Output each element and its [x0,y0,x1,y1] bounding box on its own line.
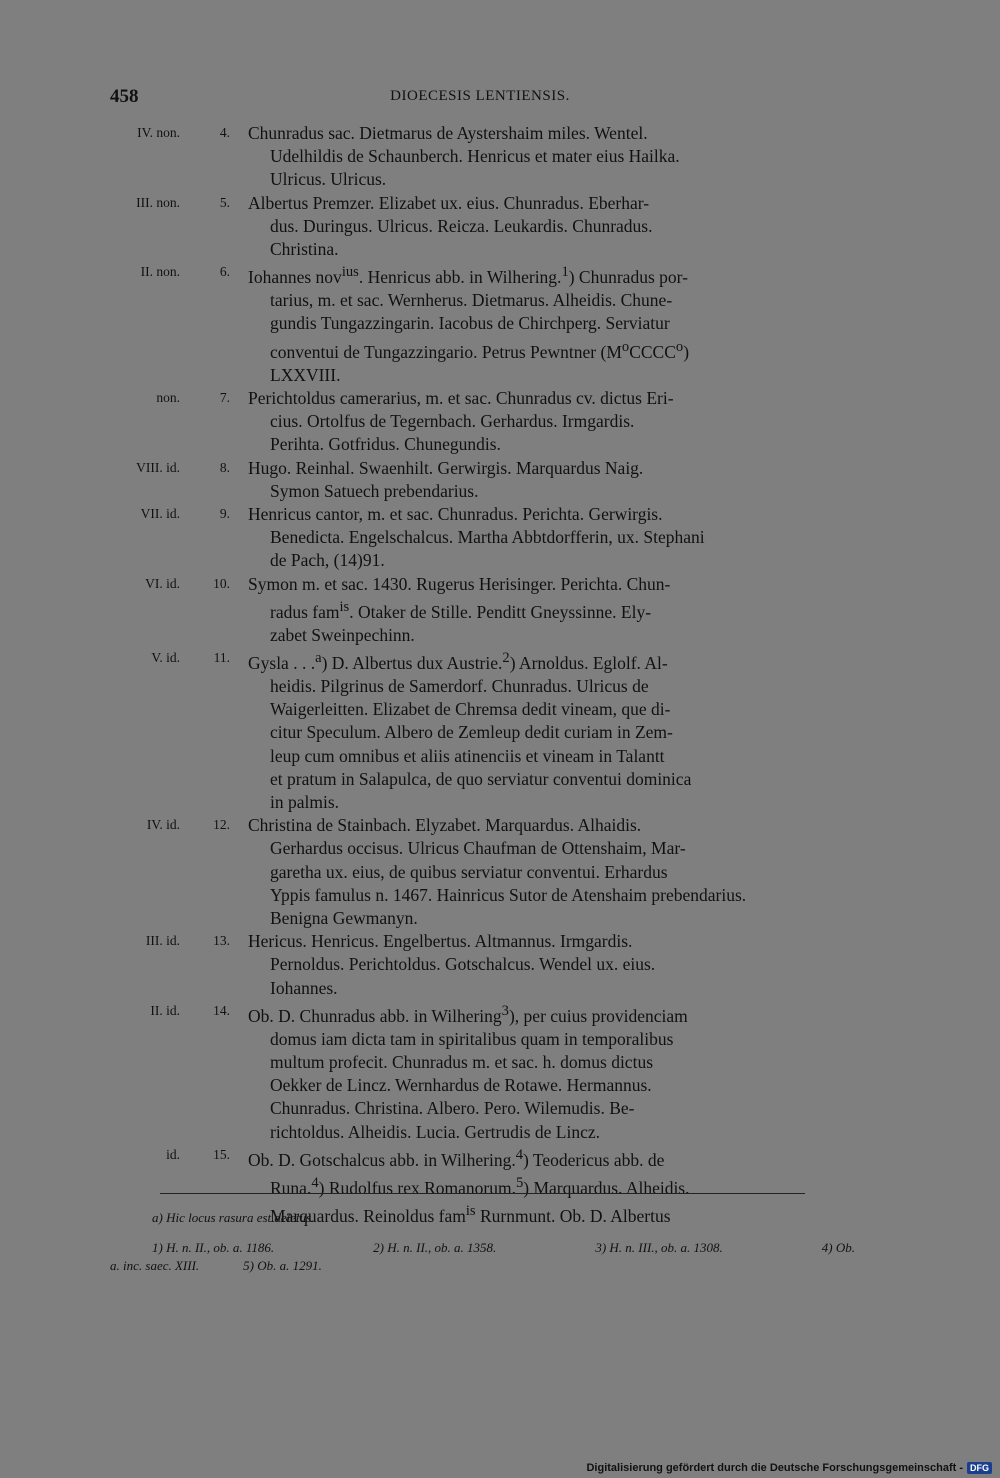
entry-line: et pratum in Salapulca, de quo serviatur conventui dominica [270,768,692,789]
entry-line: Christina de Stainbach. Elyzabet. Marquardus. Alhaidis. [248,815,642,836]
entry-day: 15. [213,1146,230,1162]
entry-line: zabet Sweinpechinn. [270,624,415,645]
entry-line: heidis. Pilgrinus de Samerdorf. Chunradus. Ulricus de [270,675,649,696]
entry-line: gundis Tungazzingarin. Iacobus de Chirchperg. Serviatur [270,313,670,334]
entry-line: domus iam dicta tam in spiritalibus quam in temporalibus [270,1028,674,1049]
entry-line: Runa.$^4$) Rudolfus rex Romanorum.$^5$) Marquardus. Alheidis. [270,1174,690,1198]
entry-line: Gysla . . .$^a$) D. Albertus dux Austrie.$^2$) Arnoldus. Eglolf. Al- [248,649,668,673]
entry-line: Udelhildis de Schaunberch. Henricus et mater eius Hailka. [270,146,680,167]
entry-line: Marquardus. Reinoldus fam$^{is}$ Rurnmunt. Ob. D. Albertus [270,1202,671,1226]
page-header [110,86,850,110]
footnote-4: 4) Ob. [821,1240,855,1255]
entry-line: Yppis famulus n. 1467. Hainricus Sutor de Atenshaim prebendarius. [270,884,747,905]
entry-line: tarius, m. et sac. Wernherus. Dietmarus. Alheidis. Chune- [270,290,673,311]
entry-line: multum profecit. Chunradus m. et sac. h. domus dictus [270,1052,654,1073]
entry-text [248,192,852,262]
entry-line: Gerhardus occisus. Ulricus Chaufman de Ottenshaim, Mar- [270,838,686,859]
entry-line: leup cum omnibus et aliis atinenciis et vineam in Talantt [270,745,665,766]
obituary-entry [0,1000,1000,1144]
entry-day: 11. [213,649,230,665]
footnote-row-1 [110,1240,855,1256]
footnote-3: 3) H. n. III., ob. a. 1308. [595,1240,723,1255]
entry-line: Henricus cantor, m. et sac. Chunradus. Perichta. Gerwirgis. [248,503,663,524]
entry-date: III. non. [136,194,180,210]
entry-line: Iohannes. [270,977,338,998]
footnote-1: 1) H. n. II., ob. a. 1186. [152,1240,275,1255]
entry-date: VII. id. [140,505,180,521]
footnote-row-2 [110,1258,855,1274]
page-number: 458 [110,86,139,107]
entry-day: 9. [219,505,230,521]
entry-text [248,573,852,647]
entry-line: in palmis. [270,792,340,812]
entry-line: Ob. D. Gotschalcus abb. in Wilhering.$^4$) Teodericus abb. de [248,1146,665,1170]
obituary-entry [0,192,1000,262]
entry-line: Christina. [270,239,339,260]
obituary-entries [0,122,1000,1228]
entry-day: 8. [219,459,230,475]
entry-line: cius. Ortolfus de Tegernbach. Gerhardus. Irmgardis. [270,411,635,432]
entry-line: Albertus Premzer. Elizabet ux. eius. Chunradus. Eberhar- [248,192,650,213]
entry-date: IV. id. [146,817,180,833]
entry-line: Benedicta. Engelschalcus. Martha Abbtdorfferin, ux. Stephani [270,527,705,548]
entry-day: 14. [213,1002,230,1018]
entry-line: conventui de Tungazzingario. Petrus Pewntner $(M^oCCCC^o)$ [270,338,690,362]
entry-date: V. id. [151,649,180,665]
digitization-credit [586,1462,992,1474]
entry-text [248,814,852,930]
footnote-rule [160,1193,805,1194]
entry-line: Chunradus sac. Dietmarus de Aystershaim miles. Wentel. [248,123,648,143]
entry-line: dus. Duringus. Ulricus. Reicza. Leukardis. Chunradus. [270,215,653,236]
obituary-entry [0,122,1000,192]
footnote-a: a) Hic locus rasura est deletus. [152,1210,315,1225]
entry-date: VIII. id. [136,459,180,475]
entry-date: VI. id. [145,575,180,591]
entry-line: Oekker de Lincz. Wernhardus de Rotawe. Hermannus. [270,1075,652,1096]
entry-day: 6. [219,264,230,280]
entry-text [248,457,852,503]
footnote-4-cont: a. inc. saec. XIII. [110,1258,200,1273]
obituary-entry [0,573,1000,647]
entry-line: Symon Satuech prebendarius. [270,480,479,501]
entry-text [248,122,852,192]
obituary-entry [0,261,1000,387]
running-title: DIOECESIS LENTIENSIS. [390,88,570,104]
dfg-logo-icon: DFG [967,1462,992,1474]
obituary-entry [0,457,1000,503]
entry-line: Hugo. Reinhal. Swaenhilt. Gerwirgis. Marquardus Naig. [248,457,644,478]
entry-date: id. [166,1146,180,1162]
credit-text: Digitalisierung gefördert durch die Deutsche Forschungsgemeinschaft - [586,1462,963,1474]
obituary-entry [0,387,1000,457]
entry-line: Hericus. Henricus. Engelbertus. Altmannus. Irmgardis. [248,931,633,952]
entry-line: LXXVIII. [270,364,341,385]
entry-date: II. id. [150,1002,180,1018]
obituary-entry [0,930,1000,1000]
entry-line: Symon m. et sac. 1430. Rugerus Herisinger. Perichta. Chun- [248,573,671,594]
entry-line: Perihta. Gotfridus. Chunegundis. [270,434,501,455]
entry-line: Pernoldus. Perichtoldus. Gotschalcus. Wendel ux. eius. [270,954,656,975]
entry-line: Chunradus. Christina. Albero. Pero. Wilemudis. Be- [270,1098,635,1119]
entry-text [248,387,852,457]
entry-date: non. [156,389,180,405]
entry-text [248,503,852,573]
entry-line: citur Speculum. Albero de Zemleup dedit curiam in Zem- [270,722,673,743]
footnotes [110,1210,855,1274]
entry-text [248,930,852,1000]
footnote-2: 2) H. n. II., ob. a. 1358. [373,1240,497,1255]
entry-line: de Pach, (14)91. [270,550,385,571]
footnote-5: 5) Ob. a. 1291. [243,1258,322,1273]
entry-text [248,647,852,814]
entry-text [248,1000,852,1144]
entry-line: Waigerleitten. Elizabet de Chremsa dedit vineam, que di- [270,699,671,720]
entry-day: 13. [213,933,230,949]
entry-day: 10. [213,575,230,591]
entry-text [248,261,852,387]
entry-line: Ob. D. Chunradus abb. in Wilhering$^3$), per cuius providenciam [248,1002,688,1026]
obituary-entry [0,814,1000,930]
entry-line: Ulricus. Ulricus. [270,169,387,190]
entry-date: IV. non. [137,125,180,140]
entry-day: 5. [219,194,230,210]
entry-day: 12. [213,817,230,833]
entry-date: III. id. [145,933,180,949]
entry-line: Iohannes nov$^{ius}$. Henricus abb. in Wilhering.$^1$) Chunradus por- [248,264,688,288]
entry-line: garetha ux. eius, de quibus serviatur conventui. Erhardus [270,861,668,882]
obituary-entry [0,503,1000,573]
obituary-entry [0,647,1000,814]
entry-line: Benigna Gewmanyn. [270,908,418,929]
entry-day: 7. [219,389,230,405]
entry-line: radus fam$^{is}$. Otaker de Stille. Penditt Gneyssinne. Ely- [270,598,652,622]
entry-line: Perichtoldus camerarius, m. et sac. Chunradus cv. dictus Eri- [248,387,674,408]
entry-date: II. non. [140,264,180,280]
entry-line: richtoldus. Alheidis. Lucia. Gertrudis de Lincz. [270,1121,600,1142]
entry-day: 4. [219,125,230,140]
